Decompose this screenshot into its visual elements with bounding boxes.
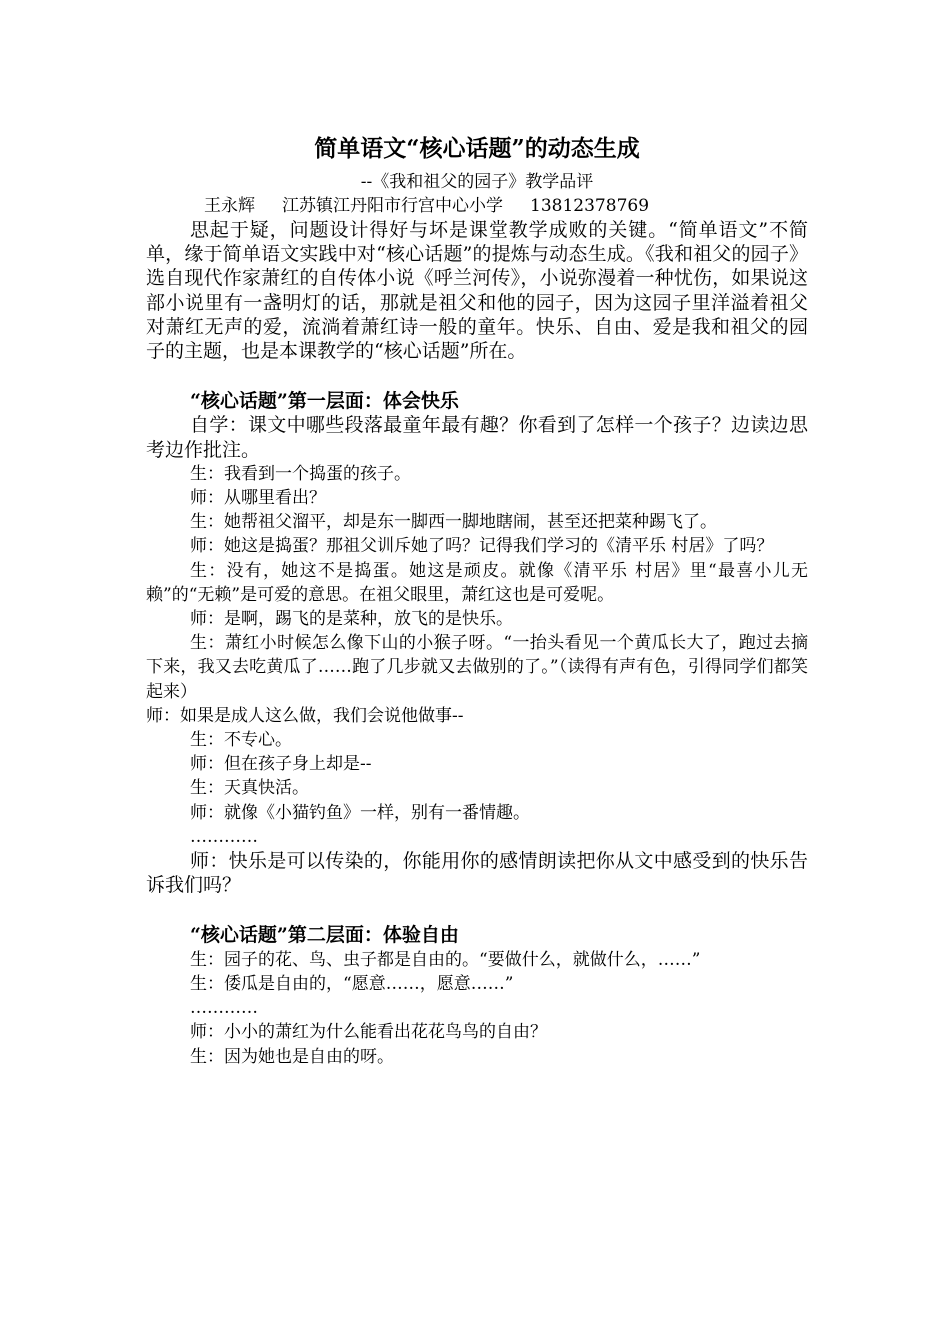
section-1-ellipsis: ………… <box>190 826 258 847</box>
section-1-line: 师：快乐是可以传染的，你能用你的感情朗读把你从文中感受到的快乐告诉我们吗？ <box>146 850 808 897</box>
section-1-heading: “核心话题”第一层面：体会快乐 <box>190 390 459 413</box>
section-2-line: 生：倭瓜是自由的，“愿意……，愿意……” <box>190 973 514 994</box>
document-title: 简单语文“核心话题”的动态生成 <box>314 135 640 162</box>
section-gap <box>146 897 808 923</box>
section-2-ellipsis: ………… <box>190 998 258 1019</box>
section-gap <box>146 363 808 389</box>
section-2-line: 生：因为她也是自由的呀。 <box>190 1046 394 1067</box>
section-1-line: 生：她帮祖父溜平，却是东一脚西一脚地瞎闹，甚至还把菜种踢飞了。 <box>190 512 717 533</box>
section-1-line: 生：没有，她这不是捣蛋。她这是顽皮。就像《清平乐 村居》里“最喜小儿无赖”的“无赖”是可爱的意思。在祖父眼里，萧红这也是可爱呢。 <box>146 560 808 605</box>
section-2-line: 师：小小的萧红为什么能看出花花鸟鸟的自由？ <box>190 1022 547 1043</box>
section-1-line: 生：不专心。 <box>190 730 292 751</box>
section-1-line: 生：萧红小时候怎么像下山的小猴子呀。“一抬头看见一个黄瓜长大了，跑过去摘下来，我又去吃黄瓜了……跑了几步就又去做别的了。”（读得有声有色，引得同学们都笑起来） <box>146 633 808 702</box>
author-line: 王永辉 江苏镇江丹阳市行宫中心小学 13812378769 <box>204 196 650 216</box>
section-1-line: 师：如果是成人这么做，我们会说他做事-- <box>146 705 464 726</box>
section-2-line: 生：园子的花、鸟、虫子都是自由的。“要做什么，就做什么，……” <box>190 949 701 970</box>
section-1-line: 师：她这是捣蛋？那祖父训斥她了吗？记得我们学习的《清平乐 村居》了吗？ <box>190 536 774 557</box>
section-1-line: 师：就像《小猫钓鱼》一样，别有一番情趣。 <box>190 802 530 823</box>
section-1-line: 师：是啊，踢飞的是菜种，放飞的是快乐。 <box>190 609 513 630</box>
section-1-line: 师：但在孩子身上却是-- <box>190 754 372 775</box>
section-1-line: 自学：课文中哪些段落最童年最有趣？你看到了怎样一个孩子？边读边思考边作批注。 <box>146 414 808 461</box>
document-page <box>146 132 808 1069</box>
intro-paragraph: 思起于疑，问题设计得好与坏是课堂教学成败的关键。“简单语文”不简单，缘于简单语文实践中对“核心话题”的提炼与动态生成。《我和祖父的园子》选自现代作家萧红的自传体小说《呼兰河传》，小说弥漫着一种忧伤，如果说这部小说里有一盏明灯的话，那就是祖父和他的园子，因为这园子里洋溢着祖父对萧红无声的爱，流淌着萧红诗一般的童年。快乐、自由、爱是我和祖父的园子的主题，也是本课教学的“核心话题”所在。 <box>146 219 808 363</box>
section-1-line: 生：天真快活。 <box>190 778 309 799</box>
section-2-heading: “核心话题”第二层面：体验自由 <box>190 924 459 947</box>
section-1-line: 生：我看到一个捣蛋的孩子。 <box>190 463 411 484</box>
document-subtitle: --《我和祖父的园子》教学品评 <box>360 172 594 192</box>
section-1-line: 师：从哪里看出？ <box>190 488 326 509</box>
